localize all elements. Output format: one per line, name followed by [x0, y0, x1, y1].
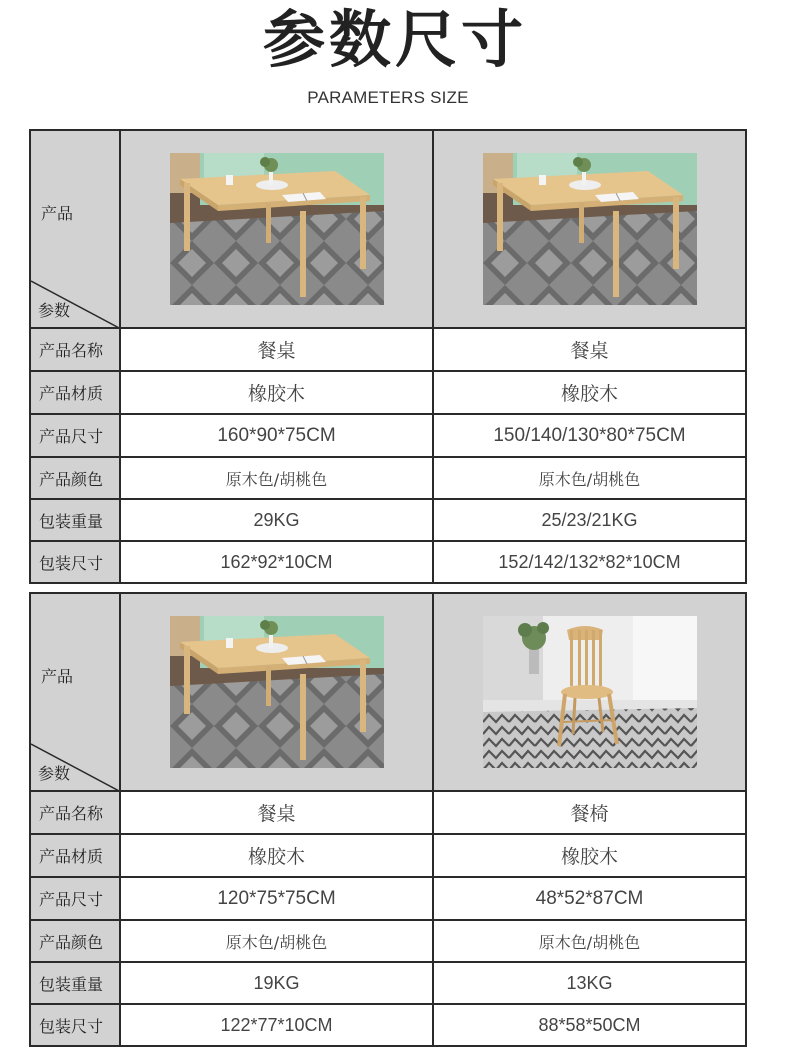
size-value: 160*90*75CM [120, 414, 433, 457]
table-row [30, 457, 746, 499]
product-image-cell [433, 593, 746, 791]
product-name-value: 餐桌 [120, 791, 433, 834]
row-label-size: 产品尺寸 [30, 877, 120, 920]
header-label-product: 产品 [41, 204, 74, 223]
table-row [30, 328, 746, 371]
weight-value: 29KG [120, 499, 433, 541]
dining-table-photo [483, 153, 697, 305]
table-row [30, 499, 746, 541]
product-row [30, 130, 746, 328]
product-name-value: 餐椅 [433, 791, 746, 834]
product-row [30, 593, 746, 791]
row-label-color: 产品颜色 [30, 457, 120, 499]
dining-chair-photo [483, 616, 697, 768]
color-value: 原木色/胡桃色 [433, 457, 746, 499]
row-label-color: 产品颜色 [30, 920, 120, 962]
table-row [30, 962, 746, 1004]
table-row [30, 541, 746, 583]
table-row [30, 920, 746, 962]
product-image-cell [120, 130, 433, 328]
material-value: 橡胶木 [433, 371, 746, 414]
color-value: 原木色/胡桃色 [120, 920, 433, 962]
weight-value: 13KG [433, 962, 746, 1004]
product-name-value: 餐桌 [120, 328, 433, 371]
material-value: 橡胶木 [433, 834, 746, 877]
row-label-material: 产品材质 [30, 371, 120, 414]
row-label-name: 产品名称 [30, 791, 120, 834]
size-value: 150/140/130*80*75CM [433, 414, 746, 457]
size-value: 120*75*75CM [120, 877, 433, 920]
table-row [30, 877, 746, 920]
package-value: 162*92*10CM [120, 541, 433, 583]
color-value: 原木色/胡桃色 [120, 457, 433, 499]
page-title: 参数尺寸 [262, 3, 527, 76]
color-value: 原木色/胡桃色 [433, 920, 746, 962]
dining-table-photo [170, 153, 384, 305]
size-value: 48*52*87CM [433, 877, 746, 920]
weight-value: 25/23/21KG [433, 499, 746, 541]
table-row [30, 414, 746, 457]
row-label-name: 产品名称 [30, 328, 120, 371]
package-value: 152/142/132*82*10CM [433, 541, 746, 583]
header-label-product: 产品 [41, 667, 74, 686]
package-value: 88*58*50CM [433, 1004, 746, 1046]
header-label-params: 参数 [38, 301, 71, 320]
row-label-weight: 包装重量 [30, 962, 120, 1004]
table-row [30, 371, 746, 414]
row-label-package: 包装尺寸 [30, 1004, 120, 1046]
row-label-package: 包装尺寸 [30, 541, 120, 583]
header-corner-cell [30, 130, 120, 328]
page-subtitle: PARAMETERS SIZE [307, 88, 469, 107]
table-row [30, 791, 746, 834]
header-label-params: 参数 [38, 764, 71, 783]
table-row [30, 834, 746, 877]
product-image-cell [120, 593, 433, 791]
header-corner-cell [30, 593, 120, 791]
weight-value: 19KG [120, 962, 433, 1004]
dining-table-photo [170, 616, 384, 768]
row-label-weight: 包装重量 [30, 499, 120, 541]
package-value: 122*77*10CM [120, 1004, 433, 1046]
spec-table-2 [29, 592, 747, 1047]
table-row [30, 1004, 746, 1046]
product-name-value: 餐桌 [433, 328, 746, 371]
spec-table-1 [29, 129, 747, 584]
row-label-size: 产品尺寸 [30, 414, 120, 457]
row-label-material: 产品材质 [30, 834, 120, 877]
material-value: 橡胶木 [120, 834, 433, 877]
product-image-cell [433, 130, 746, 328]
material-value: 橡胶木 [120, 371, 433, 414]
